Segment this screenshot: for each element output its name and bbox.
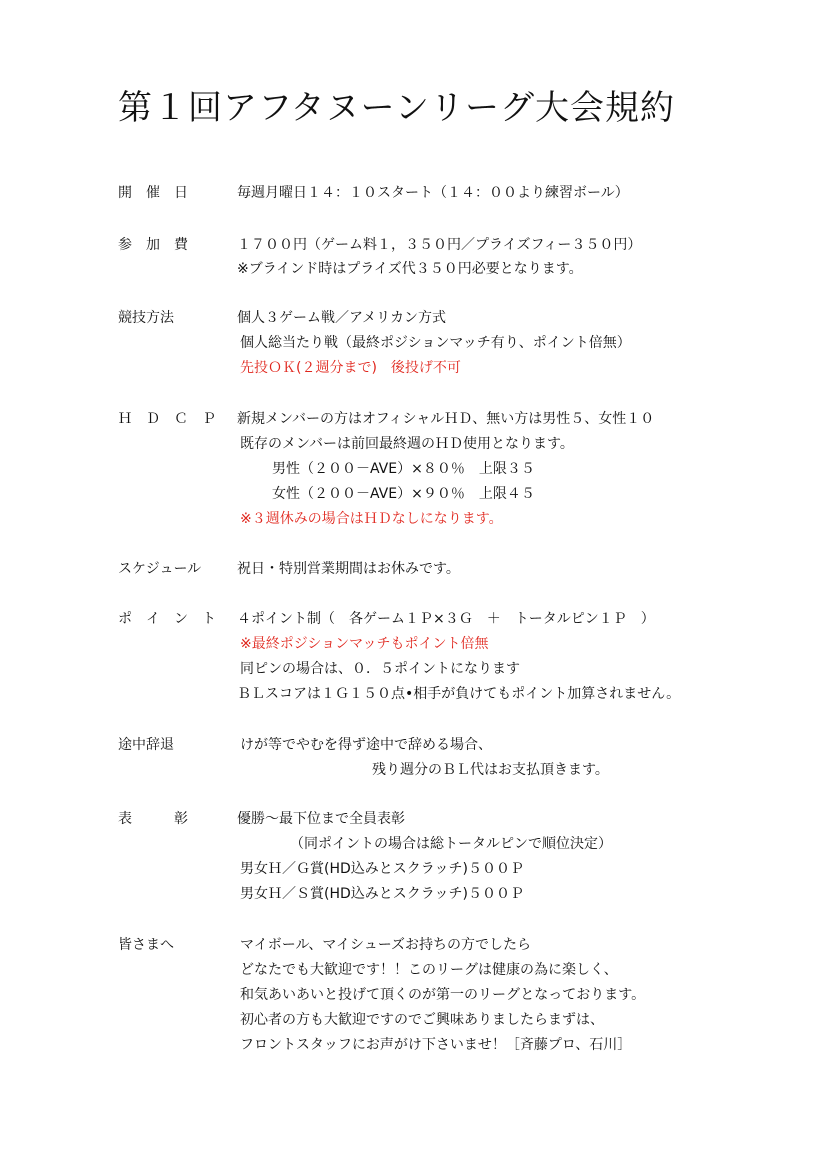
minasama-line: どなたでも大歓迎です！！このリーグは健康の為に楽しく、 <box>240 962 618 978</box>
label-kaisai: 開 催 日 <box>118 185 188 201</box>
hyosho-line: 男女Ｈ／Ｓ賞(HD込みとスクラッチ)５００Ｐ <box>240 886 524 902</box>
label-hyosho: 表 彰 <box>118 811 188 827</box>
hdcp-note: ※３週休みの場合はＨＤなしになります。 <box>240 511 503 527</box>
hdcp-female: 女性（２００－AVE）×９０％ 上限４５ <box>272 486 535 502</box>
minasama-line: フロントスタッフにお声がけ下さいませ！［斉藤プロ、石川］ <box>240 1037 632 1053</box>
tochu-line: 残り週分のＢＬ代はお支払頂きます。 <box>372 762 609 778</box>
hyosho-line: （同ポイントの場合は総トータルピンで順位決定） <box>290 836 612 852</box>
schedule-line: 祝日・特別営業期間はお休みです。 <box>237 561 460 577</box>
hdcp-male: 男性（２００－AVE）×８０％ 上限３５ <box>272 461 535 477</box>
kyogi-note: 先投ＯＫ(２週分まで) 後投げ不可 <box>240 360 461 376</box>
tochu-line: けが等でやむを得ず途中で辞める場合、 <box>240 737 492 753</box>
label-kyogi: 競技方法 <box>118 310 174 326</box>
minasama-line: 和気あいあいと投げて頂くのが第一のリーグとなっております。 <box>240 987 646 1003</box>
kaisai-line: 毎週月曜日１４：１０スタート（１４：００より練習ボール） <box>237 185 629 201</box>
hdcp-line: 新規メンバーの方はオフィシャルＨＤ、無い方は男性５、女性１０ <box>237 411 655 427</box>
label-hdcp: Ｈ Ｄ Ｃ Ｐ <box>118 411 216 427</box>
hyosho-line: 男女Ｈ／Ｇ賞(HD込みとスクラッチ)５００Ｐ <box>240 861 524 877</box>
point-note: ※最終ポジションマッチもポイント倍無 <box>240 636 489 652</box>
hyosho-line: 優勝～最下位まで全員表彰 <box>237 811 405 827</box>
label-point: ポ イ ン ト <box>118 611 216 627</box>
kyogi-line: 個人総当たり戦（最終ポジションマッチ有り、ポイント倍無） <box>240 335 631 351</box>
label-schedule: スケジュール <box>118 561 202 577</box>
point-line: 同ピンの場合は、０．５ポイントになります <box>240 661 520 677</box>
point-line: ＢＬスコアは１Ｇ１５０点•相手が負けてもポイント加算されません。 <box>237 686 681 702</box>
minasama-line: 初心者の方も大歓迎ですのでご興味ありましたらまずは、 <box>240 1012 604 1028</box>
sanka-line: １７００円（ゲーム料１，３５０円／プライズフィー３５０円） <box>237 237 642 253</box>
point-line: ４ポイント制（ 各ゲーム１Ｐ×３Ｇ ＋ トータルピン１Ｐ ） <box>237 611 655 627</box>
kyogi-line: 個人３ゲーム戦／アメリカン方式 <box>237 310 447 326</box>
label-sanka: 参 加 費 <box>118 237 188 253</box>
sanka-line: ※ブラインド時はプライズ代３５０円必要となります。 <box>237 261 583 277</box>
minasama-line: マイボール、マイシューズお持ちの方でしたら <box>240 937 532 953</box>
label-tochu: 途中辞退 <box>118 737 174 753</box>
hdcp-line: 既存のメンバーは前回最終週のＨＤ使用となります。 <box>240 436 574 452</box>
page-title: 第１回アフタヌーンリーグ大会規約 <box>118 88 675 128</box>
label-minasama: 皆さまへ <box>118 937 174 953</box>
